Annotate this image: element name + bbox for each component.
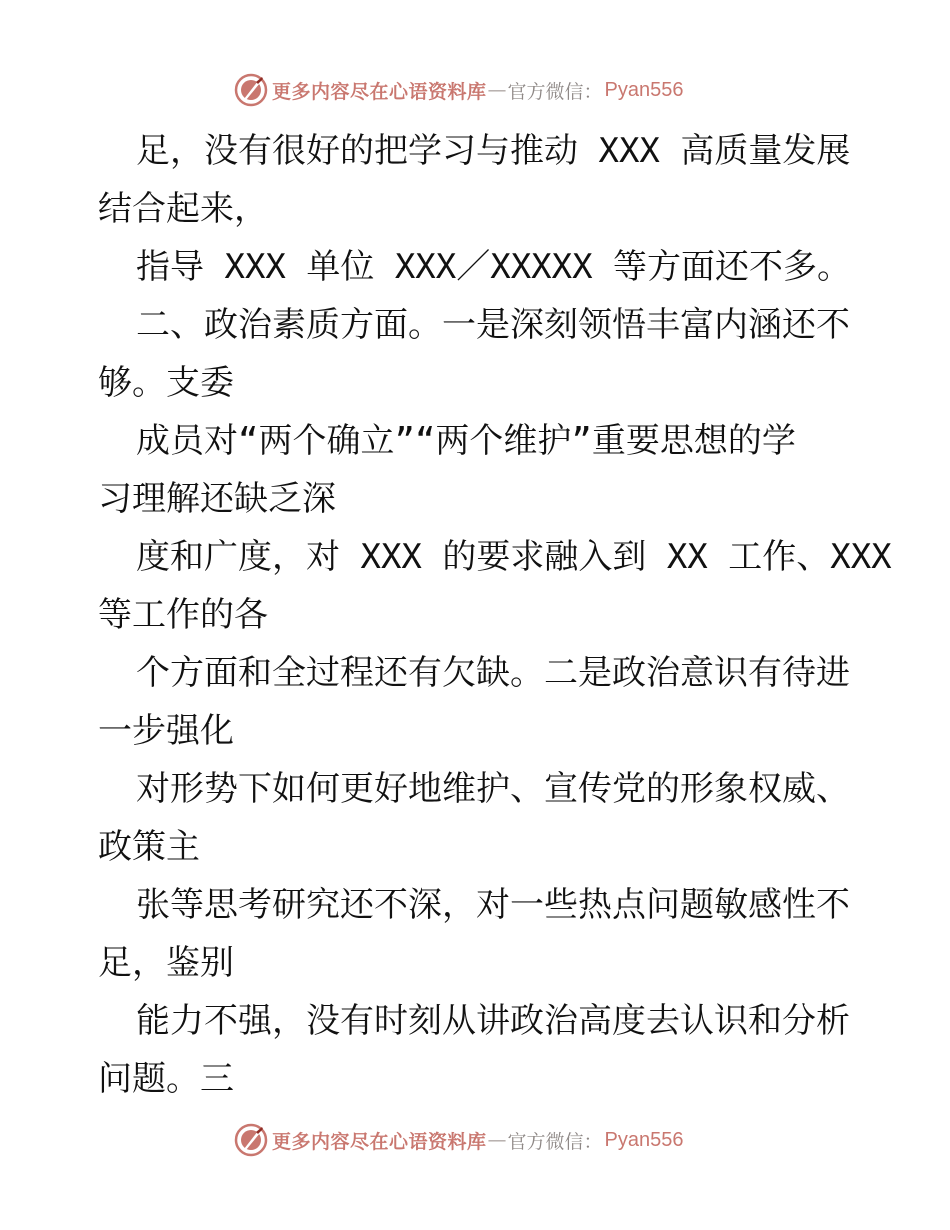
quill-seal-icon <box>234 73 268 107</box>
document-line: 度和广度，对 XXX 的要求融入到 XX 工作、XXX <box>136 537 892 577</box>
watermark-dash: — <box>487 79 507 101</box>
document-line: 对形势下如何更好地维护、宣传党的形象权威、 <box>136 769 850 809</box>
footer-watermark <box>234 1122 684 1158</box>
document-line: 个方面和全过程还有欠缺。二是政治意识有待进 <box>136 653 850 693</box>
document-line: 足，没有很好的把学习与推动 XXX 高质量发展 <box>136 131 851 171</box>
watermark-brand: 更多内容尽在心语资料库 <box>272 1130 487 1153</box>
watermark-account-label: 官方微信： <box>507 80 603 103</box>
document-line: 等工作的各 <box>98 595 268 635</box>
document-line: 政策主 <box>98 827 200 867</box>
watermark-account-id: Pyan556 <box>604 1128 684 1151</box>
document-line: 结合起来， <box>98 189 268 229</box>
watermark-account-label: 官方微信： <box>507 1130 603 1153</box>
document-line: 二、政治素质方面。一是深刻领悟丰富内涵还不 <box>136 305 850 345</box>
document-line: 能力不强，没有时刻从讲政治高度去认识和分析 <box>136 1001 850 1041</box>
quill-seal-icon <box>234 1123 268 1157</box>
document-line: 习理解还缺乏深 <box>98 479 336 519</box>
watermark-account-id: Pyan556 <box>604 78 684 101</box>
document-line: 足，鉴别 <box>98 943 234 983</box>
document-line: 够。支委 <box>98 363 234 403</box>
header-watermark <box>234 72 684 108</box>
document-line: 张等思考研究还不深，对一些热点问题敏感性不 <box>136 885 850 925</box>
document-line: 指导 XXX 单位 XXX／XXXXX 等方面还不多。 <box>136 247 852 287</box>
document-line: 一步强化 <box>98 711 234 751</box>
watermark-brand: 更多内容尽在心语资料库 <box>272 80 487 103</box>
document-body <box>98 122 892 1108</box>
watermark-dash: — <box>487 1129 507 1151</box>
document-line: 问题。三 <box>98 1059 234 1099</box>
document-line: 成员对“两个确立”“两个维护”重要思想的学 <box>136 421 796 461</box>
